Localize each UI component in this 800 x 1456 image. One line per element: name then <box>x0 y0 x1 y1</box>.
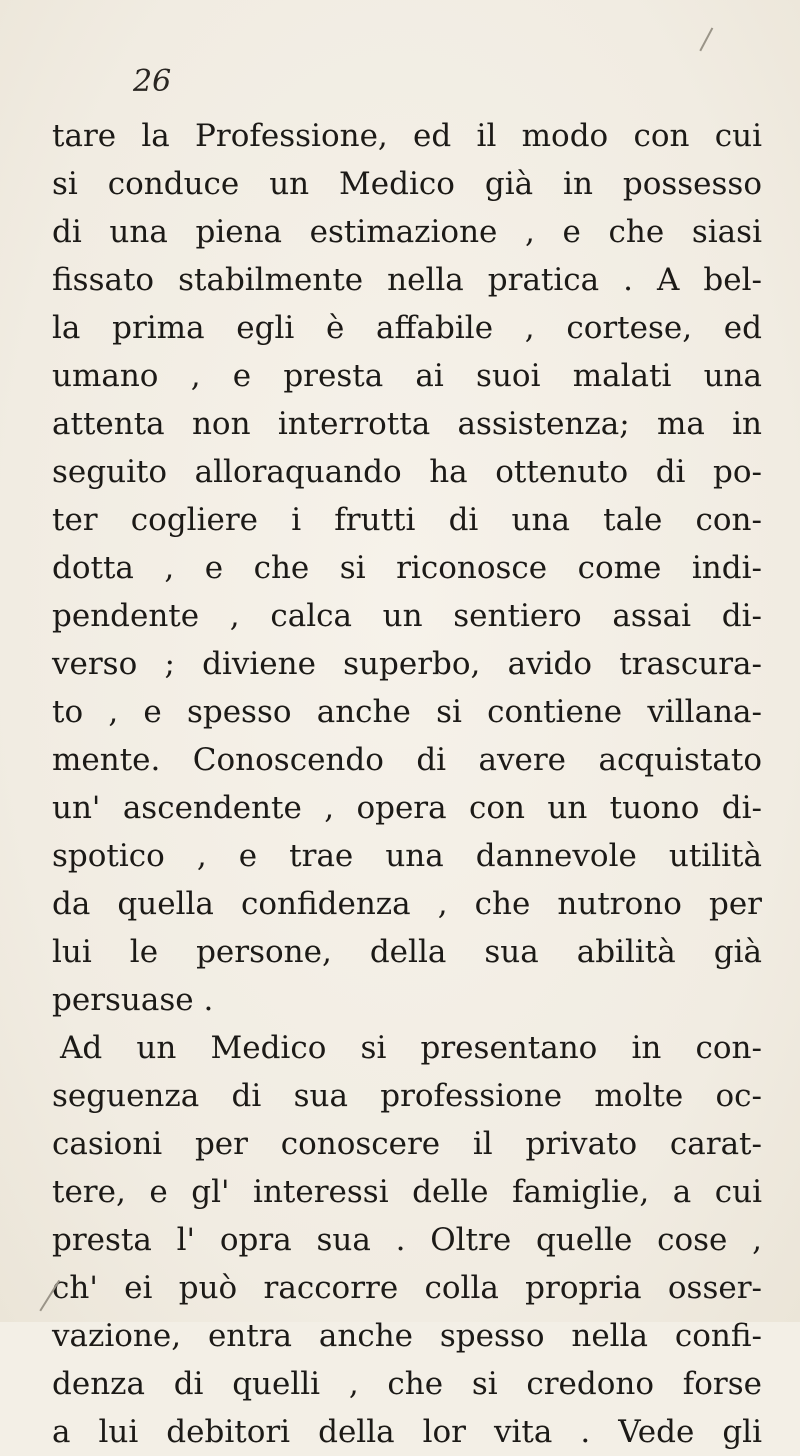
text-line: casioni per conoscere il privato carat- <box>52 1126 762 1162</box>
text-line: persuase . <box>52 982 214 1018</box>
text-line: a lui debitori della lor vita . Vede gli <box>52 1414 762 1450</box>
text-line: denza di quelli , che si credono forse <box>52 1366 762 1402</box>
text-line: vazione, entra anche spesso nella confi- <box>52 1318 762 1354</box>
text-line: fissato stabilmente nella pratica . A bel- <box>52 262 762 298</box>
text-line: attenta non interrotta assistenza; ma in <box>52 406 762 442</box>
text-line: verso ; diviene superbo, avido trascura- <box>52 646 762 682</box>
text-line: mente. Conoscendo di avere acquistato <box>52 742 762 778</box>
text-line: seguito alloraquando ha ottenuto di po- <box>52 454 762 490</box>
body-text <box>52 112 762 1456</box>
text-line: lui le persone, della sua abilità già <box>52 934 762 970</box>
text-line: tere, e gl' interessi delle famiglie, a cui <box>52 1174 762 1210</box>
text-line: to , e spesso anche si contiene villana- <box>52 694 762 730</box>
text-line: tare la Professione, ed il modo con cui <box>52 118 762 154</box>
text-line: di una piena estimazione , e che siasi <box>52 214 762 250</box>
text-line: la prima egli è affabile , cortese, ed <box>52 310 762 346</box>
text-line: ter cogliere i frutti di una tale con- <box>52 502 762 538</box>
text-line: ch' ei può raccorre colla propria osser- <box>52 1270 762 1306</box>
pencil-mark-top <box>699 27 713 51</box>
text-line: umano , e presta ai suoi malati una <box>52 358 762 394</box>
text-line: dotta , e che si riconosce come indi- <box>52 550 762 586</box>
text-line: un' ascendente , opera con un tuono di- <box>52 790 762 826</box>
text-line: pendente , calca un sentiero assai di- <box>52 598 762 634</box>
page-number: 26 <box>133 64 172 99</box>
text-line: spotico , e trae una dannevole utilità <box>52 838 762 874</box>
text-line: seguenza di sua professione molte oc- <box>52 1078 762 1114</box>
text-line: Ad un Medico si presentano in con- <box>60 1030 762 1066</box>
text-line: presta l' opra sua . Oltre quelle cose , <box>52 1222 762 1258</box>
text-line: da quella confidenza , che nutrono per <box>52 886 762 922</box>
text-line: si conduce un Medico già in possesso <box>52 166 762 202</box>
